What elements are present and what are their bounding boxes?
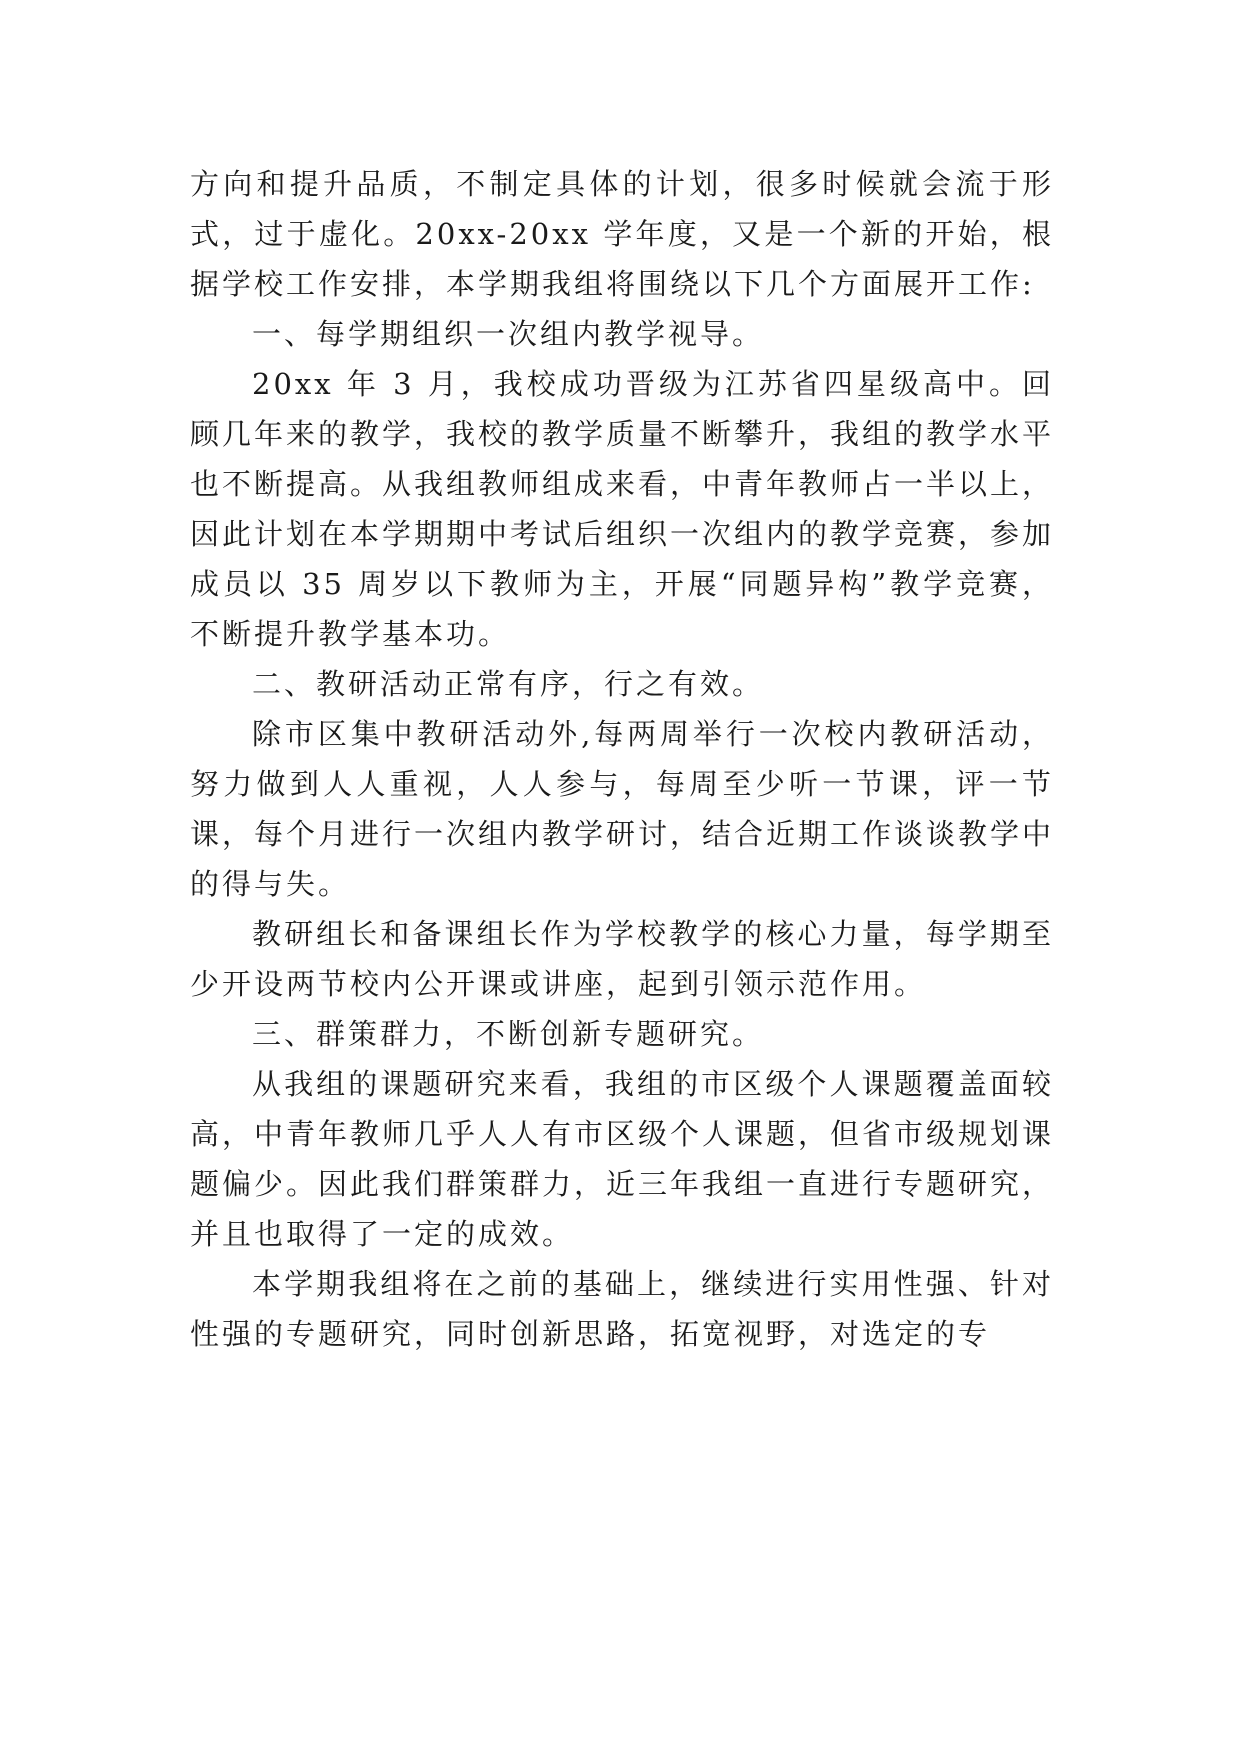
section-heading-1: 一、每学期组织一次组内教学视导。 — [252, 317, 765, 351]
paragraph-intro-continued: 方向和提升品质，不制定具体的计划，很多时候就会流于形式，过于虚化。20xx-20xx 学年度，又是一个新的开始，根据学校工作安排，本学期我组将围绕以下几个方面展开工作: — [190, 167, 1054, 301]
paragraph-section-2b: 教研组长和备课组长作为学校教学的核心力量，每学期至少开设两节校内公开课或讲座，起到引领示范作用。 — [190, 917, 1054, 1001]
section-heading-2: 二、教研活动正常有序，行之有效。 — [252, 667, 765, 701]
paragraph-section-3a: 从我组的课题研究来看，我组的市区级个人课题覆盖面较高，中青年教师几乎人人有市区级个人课题，但省市级规划课题偏少。因此我们群策群力，近三年我组一直进行专题研究，并且也取得了一定的成效。 — [190, 1067, 1055, 1251]
section-heading-3: 三、群策群力，不断创新专题研究。 — [252, 1017, 765, 1051]
paragraph-section-3b: 本学期我组将在之前的基础上，继续进行实用性强、针对性强的专题研究，同时创新思路，拓宽视野，对选定的专 — [190, 1267, 1054, 1351]
document-body — [190, 159, 1054, 1359]
paragraph-section-1: 20xx 年 3 月，我校成功晋级为江苏省四星级高中。回顾几年来的教学，我校的教学质量不断攀升，我组的教学水平也不断提高。从我组教师组成来看，中青年教师占一半以上，因此计划在本学期期中考试后组织一次组内的教学竞赛，参加成员以 35 周岁以下教师为主，开展“同题异构”教学竞赛，不断提升教学基本功。 — [190, 367, 1055, 651]
paragraph-section-2a: 除市区集中教研活动外,每两周举行一次校内教研活动，努力做到人人重视，人人参与，每周至少听一节课，评一节课，每个月进行一次组内教学研讨，结合近期工作谈谈教学中的得与失。 — [190, 717, 1055, 901]
